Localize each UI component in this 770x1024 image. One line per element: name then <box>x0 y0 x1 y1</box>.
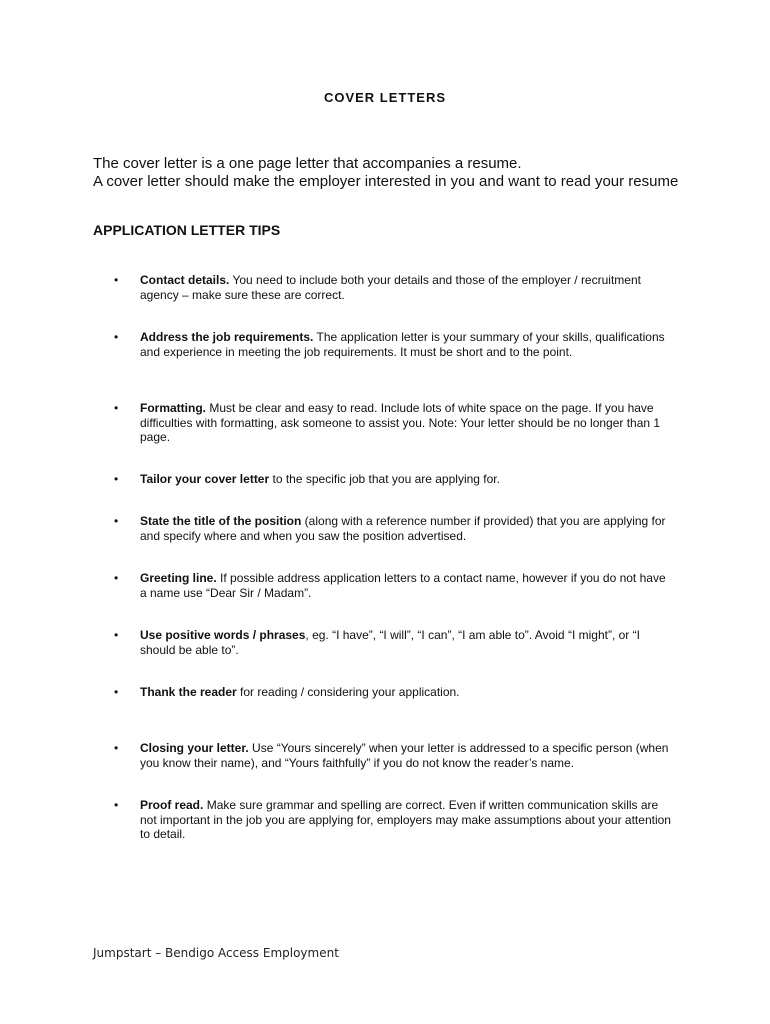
tip-text <box>140 628 674 657</box>
tip-closing-letter <box>114 741 674 770</box>
tip-lead: Greeting line. <box>140 571 217 585</box>
tip-lead: Address the job requirements. <box>140 330 314 344</box>
tip-text <box>140 741 674 770</box>
bullet-icon: • <box>114 514 119 528</box>
bullet-icon: • <box>114 571 119 585</box>
tip-position-title <box>114 514 674 543</box>
section-heading: APPLICATION LETTER TIPS <box>93 222 281 238</box>
tip-lead: Tailor your cover letter <box>140 472 270 486</box>
tip-body: , eg. “I have”, “I will”, “I can”, “I am able to”. Avoid “I might”, or “I should be able to”. <box>140 628 640 657</box>
bullet-icon: • <box>114 401 119 415</box>
tip-body: Use “Yours sincerely” when your letter is addressed to a specific person (when you know their name), and “Yours faithfully” if you do not know the reader’s name. <box>140 741 669 770</box>
tip-greeting-line <box>114 571 674 600</box>
bullet-icon: • <box>114 273 119 287</box>
tip-text <box>140 401 674 445</box>
intro-line: A cover letter should make the employer interested in you and want to read your resume <box>93 173 679 190</box>
intro-line: The cover letter is a one page letter that accompanies a resume. <box>93 155 522 172</box>
tip-body: for reading / considering your application. <box>236 685 460 699</box>
tip-body: If possible address application letters to a contact name, however if you do not have a name use “Dear Sir / Madam”. <box>140 571 666 600</box>
tip-body: Make sure grammar and spelling are correct. Even if written communication skills are not important in the job you are applying for, employers may make assumptions about your attention to detail. <box>140 798 671 841</box>
bullet-icon: • <box>114 628 119 642</box>
tip-address-job-requirements <box>114 330 674 359</box>
tip-contact-details <box>114 273 674 302</box>
tip-text <box>140 330 674 359</box>
tip-lead: Contact details. <box>140 273 230 287</box>
tip-body: The application letter is your summary of your skills, qualifications and experience in meeting the job requirements. It must be short and to the point. <box>140 330 665 359</box>
tip-formatting <box>114 401 674 445</box>
tip-tailor-cover-letter <box>114 472 674 487</box>
document-title: COVER LETTERS <box>323 90 447 105</box>
tip-lead: Thank the reader <box>140 685 237 699</box>
tip-body: Must be clear and easy to read. Include lots of white space on the page. If you have difficulties with formatting, ask someone to assist you. Note: Your letter should be no longer than 1 page. <box>140 401 661 444</box>
tip-lead: Formatting. <box>140 401 206 415</box>
tip-body: (along with a reference number if provided) that you are applying for and specify where and when you saw the position advertised. <box>140 514 666 543</box>
tip-text <box>140 798 674 842</box>
tip-thank-reader <box>114 685 674 700</box>
bullet-icon: • <box>114 798 119 812</box>
tip-positive-words <box>114 628 674 657</box>
tip-text <box>140 685 674 700</box>
page-footer: Jumpstart – Bendigo Access Employment <box>93 946 339 960</box>
tip-text <box>140 571 674 600</box>
tip-text <box>140 273 674 302</box>
bullet-icon: • <box>114 741 119 755</box>
tip-text <box>140 514 674 543</box>
bullet-icon: • <box>114 330 119 344</box>
bullet-icon: • <box>114 472 119 486</box>
tip-lead: Use positive words / phrases <box>140 628 306 642</box>
tip-proof-read <box>114 798 674 842</box>
tip-lead: Proof read. <box>140 798 204 812</box>
tip-lead: Closing your letter. <box>140 741 249 755</box>
bullet-icon: • <box>114 685 119 699</box>
tip-body: You need to include both your details and those of the employer / recruitment agency – make sure these are correct. <box>140 273 641 302</box>
tip-lead: State the title of the position <box>140 514 302 528</box>
tip-text <box>140 472 674 487</box>
tip-body: to the specific job that you are applying for. <box>269 472 500 486</box>
